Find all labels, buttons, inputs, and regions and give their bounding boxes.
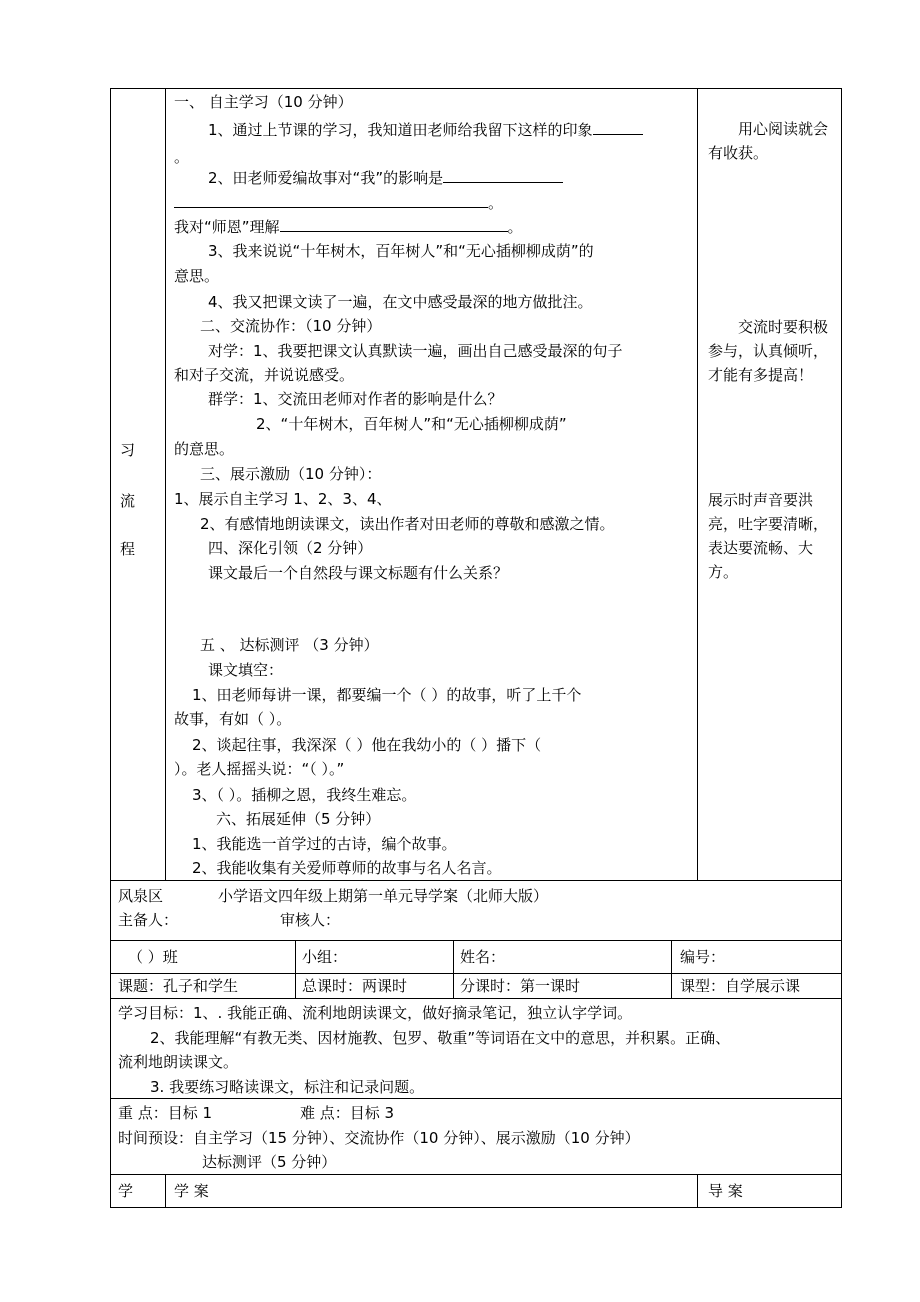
question-2-line2: 。 bbox=[174, 192, 503, 214]
guide-note-showcase: 展示时声音要洪亮，吐字要清晰，表达要流畅、大方。 bbox=[708, 491, 829, 581]
rule-top bbox=[110, 88, 842, 89]
key-point: 重 点：目标 1 bbox=[118, 1104, 213, 1122]
section-assessment-heading: 五 、 达标测评 （3 分钟） bbox=[200, 636, 379, 654]
group-study-2: 2、“十年树木，百年树人”和“无心插柳柳成荫” bbox=[256, 415, 567, 433]
pair-study-1-end: 和对子交流，并说说感受。 bbox=[174, 366, 355, 384]
total-periods: 总课时：两课时 bbox=[302, 977, 408, 995]
showcase-1: 1、展示自主学习 1、2、3、4、 bbox=[174, 490, 392, 508]
question-3: 3、我来说说“十年树木，百年树人”和“无心插柳柳成荫”的 bbox=[208, 242, 594, 260]
rule-guide-col bbox=[697, 88, 698, 880]
number-field: 编号： bbox=[680, 948, 726, 966]
rule-footer-top bbox=[110, 1174, 842, 1175]
rule-side-col bbox=[165, 88, 166, 880]
section-extend-heading: 六、拓展延伸（5 分钟） bbox=[216, 810, 381, 828]
question-2-line3: 我对“师恩”理解 。 bbox=[174, 218, 523, 236]
goal-line-4: 3. 我要练习略读课文，标注和记录问题。 bbox=[150, 1078, 425, 1096]
rule-bottom bbox=[110, 1207, 842, 1208]
reviewer-label: 审核人： bbox=[280, 911, 341, 929]
rule-right bbox=[841, 88, 842, 1208]
side-label-xi: 习 bbox=[120, 441, 136, 459]
fill-in-1-end: 故事，有如（ ）。 bbox=[174, 710, 292, 728]
lesson-plan-sheet bbox=[110, 88, 842, 1208]
question-3-end: 意思。 bbox=[174, 267, 220, 285]
goal-line-1: 学习目标：1、. 我能正确、流利地朗读课文，做好摘录笔记，独立认字学词。 bbox=[118, 1004, 633, 1022]
rule-info-1 bbox=[295, 940, 296, 998]
showcase-2: 2、有感情地朗读课文，读出作者对田老师的尊敬和感激之情。 bbox=[200, 515, 615, 533]
rule-header-top bbox=[110, 880, 842, 881]
lesson-topic: 课题：孔子和学生 bbox=[118, 977, 239, 995]
time-plan-line-1: 时间预设：自主学习（15 分钟）、交流协作（10 分钟）、展示激励（10 分钟） bbox=[118, 1129, 640, 1147]
rule-lesson-top bbox=[110, 973, 842, 974]
goal-line-3: 流利地朗读课文。 bbox=[118, 1053, 239, 1071]
extend-2: 2、我能收集有关爱师尊师的故事与名人名言。 bbox=[192, 859, 502, 877]
name-field: 姓名： bbox=[460, 948, 506, 966]
section-showcase-heading: 三、展示激励（10 分钟）： bbox=[200, 465, 382, 483]
question-1: 1、通过上节课的学习，我知道田老师给我留下这样的印象 bbox=[208, 119, 643, 141]
fill-in-label: 课文填空： bbox=[208, 661, 284, 679]
pair-study-1: 对学：1、我要把课文认真默读一遍，画出自己感受最深的句子 bbox=[208, 342, 623, 360]
group-study-1: 群学：1、交流田老师对作者的影响是什么？ bbox=[208, 390, 503, 408]
fill-in-3: 3、（ ）。插柳之恩，我终生难忘。 bbox=[192, 786, 417, 804]
goal-line-2: 2、我能理解“有教无类、因材施教、包罗、敬重”等词语在文中的意思，并积累。正确、 bbox=[150, 1029, 731, 1047]
fill-in-1: 1、田老师每讲一课，都要编一个（ ）的故事，听了上千个 bbox=[192, 686, 582, 704]
time-plan-line-2: 达标测评（5 分钟） bbox=[202, 1153, 337, 1171]
guide-note-reading: 用心阅读就会有收获。 bbox=[708, 120, 829, 162]
difficult-point: 难 点：目标 3 bbox=[300, 1104, 395, 1122]
rule-footer-1 bbox=[165, 1174, 166, 1208]
footer-col-study: 学 bbox=[118, 1182, 134, 1200]
footer-col-study-plan: 学 案 bbox=[174, 1182, 209, 1200]
rule-goals-top bbox=[110, 998, 842, 999]
rule-left bbox=[110, 88, 111, 1208]
lesson-type: 课型：自学展示课 bbox=[680, 977, 801, 995]
fill-in-2: 2、谈起往事，我深深（ ）他在我幼小的（ ）播下（ bbox=[192, 736, 542, 754]
rule-footer-2 bbox=[697, 1174, 698, 1208]
deepen-question: 课文最后一个自然段与课文标题有什么关系？ bbox=[208, 564, 509, 582]
question-2: 2、田老师爱编故事对“我”的影响是 bbox=[208, 167, 563, 189]
question-1-end: 。 bbox=[174, 148, 190, 166]
rule-info-top bbox=[110, 940, 842, 941]
class-field: （ ）班 bbox=[128, 948, 178, 966]
question-4: 4、我又把课文读了一遍，在文中感受最深的地方做批注。 bbox=[208, 293, 593, 311]
group-field: 小组： bbox=[302, 948, 348, 966]
guide-note-exchange: 交流时要积极参与，认真倾听，才能有多提高！ bbox=[708, 318, 829, 384]
section-exchange-heading: 二、交流协作：（10 分钟） bbox=[200, 317, 382, 335]
rule-info-2 bbox=[453, 940, 454, 998]
document-title: 小学语文四年级上期第一单元导学案（北师大版） bbox=[218, 887, 549, 905]
side-label-liu: 流 bbox=[120, 492, 136, 510]
current-period: 分课时：第一课时 bbox=[460, 977, 581, 995]
side-label-cheng: 程 bbox=[120, 540, 136, 558]
group-study-2-end: 的意思。 bbox=[174, 440, 235, 458]
preparer-label: 主备人： bbox=[118, 911, 179, 929]
section-self-study-heading: 一、 自主学习（10 分钟） bbox=[174, 93, 353, 111]
extend-1: 1、我能选一首学过的古诗，编个故事。 bbox=[192, 835, 457, 853]
section-deepen-heading: 四、深化引领（2 分钟） bbox=[208, 539, 373, 557]
district-name: 风泉区 bbox=[118, 887, 164, 905]
rule-focus-top bbox=[110, 1098, 842, 1099]
fill-in-2-end: ）。老人摇摇头说：“（ ）。” bbox=[174, 760, 345, 778]
rule-info-3 bbox=[671, 940, 672, 998]
footer-col-guide-plan: 导 案 bbox=[708, 1182, 743, 1200]
